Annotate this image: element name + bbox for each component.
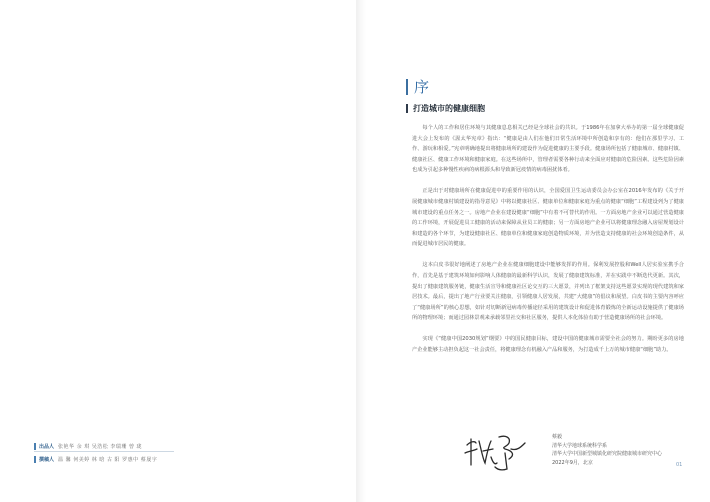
credit-label: 出品人 bbox=[39, 444, 55, 450]
credit-names: 温 馨 何美婷 林 晗 古 阳 罗惠中 蔡晟宇 bbox=[58, 457, 158, 463]
handwritten-signature bbox=[461, 429, 531, 474]
signature-affiliation: 清华大学地球系统科学系 bbox=[552, 442, 608, 449]
credit-label: 撰稿人 bbox=[39, 457, 55, 463]
body-paragraph: 正是出于对健康场所在健康促进中的重要作用的认识，全国爱国卫生运动委员会办公室在2016年发布的《关于开展健康城市健康村镇建设的指导意见》中将以健康社区、健康单位和健康家庭为重点的健康“细胞”工程建设列为了健康城市建设的重点任务之一。房地产企业在建设健康“细胞”中有着不可替代的作用。一方面房地产企业可以通过营造健康的工作环境，开展促进员工健康的活动来保障从业员工的健康；另一方面房地产企业可以将健康理念融入房屋规划设计和建造的各个环节，为建设健康社区、健康单位和健康家庭创造物质环境，并为营造支持健康的社会环境创造条件，从而促进城市居民的健康。 bbox=[412, 188, 684, 248]
section-accent-bar bbox=[406, 104, 408, 113]
signature-affiliation: 清华大学中国新型城镇化研究院健康城市研究中心 bbox=[552, 451, 663, 458]
body-paragraph: 实现《“健康中国2030规划”纲要》中的国民健康目标，建设中国的健康城市需要全社会的努力。期盼更多的房地产企业能够主动担负起这一社会责任，将健康理念有机融入产品和服务，为打造成千上万的城市健康“细胞”助力。 bbox=[412, 336, 684, 353]
credit-divider bbox=[34, 451, 174, 452]
section-title: 打造城市的健康细胞 bbox=[413, 104, 485, 113]
signature-block bbox=[552, 433, 682, 467]
book-gutter bbox=[356, 0, 366, 502]
page-title: 序 bbox=[414, 78, 431, 96]
preface-heading bbox=[406, 76, 430, 97]
signature-name: 蔡毅 bbox=[552, 434, 563, 440]
page-number: 01 bbox=[676, 462, 683, 468]
credit-row-writers bbox=[34, 453, 334, 466]
credits-block bbox=[34, 440, 334, 466]
credit-accent-bar bbox=[34, 443, 36, 450]
body-paragraph: 这本白皮书很好地阐述了房地产企业在健康细胞建设中能够发挥的作用。保利发展控股和Well人居实验室携手合作，首先是基于建筑环境如何影响人体健康的最新科学认识，发展了健康建筑标准，并在实践中不断迭代更新。其次，提出了健康建筑服务链，健康生活宣导和健康社区论交互的三大愿景，并列出了框架支持这些愿景实现的现代建筑和家居技术。最后，提出了地产行业要关注健康，引领健康人居发展，共建“大健康”的倡议和展望。白皮书的主要内容呼应了“健康场所”的核心思想，如针对切断新冠病毒传播途径采用的建筑设计和促进体育锻炼的全新运动设施提供了健康场所的物理环境；而通过园林景观来承载邻里社交和社区服务，提供人本化体验有助于营造健康场所的社会环境。 bbox=[412, 262, 684, 322]
credit-names: 张艳华 余 琪 吴浩松 李瑞珊 曾 珑 bbox=[58, 444, 143, 450]
heading-accent-bar bbox=[406, 79, 408, 95]
credit-accent-bar bbox=[34, 456, 36, 463]
preface-body bbox=[412, 123, 684, 366]
section-heading bbox=[406, 103, 485, 114]
body-paragraph: 每个人的工作和居住环境与其健康息息相关已经是全球社会的共识。于1986年在加拿大举办的第一届全球健康促进大会上发布的《渥太华宪章》指出：“健康是由人们在他们日常生活环境中所创造和享有的：他们在那里学习、工作、游玩和相爱。”宪章明确地提出将健康场所的建设作为促进健康的主要手段。健康场所包括了健康城市、健康村镇、健康社区、健康工作环境和健康家庭。在这些场所中，管理者需要各种行动来全面应对健康的危险因素。这些危险因素也成为引起多种慢性疾病的病根源头和导致新冠疫情的病毒困扰体肴。 bbox=[412, 125, 684, 174]
signature-date: 2022年9月，北京 bbox=[552, 459, 593, 466]
